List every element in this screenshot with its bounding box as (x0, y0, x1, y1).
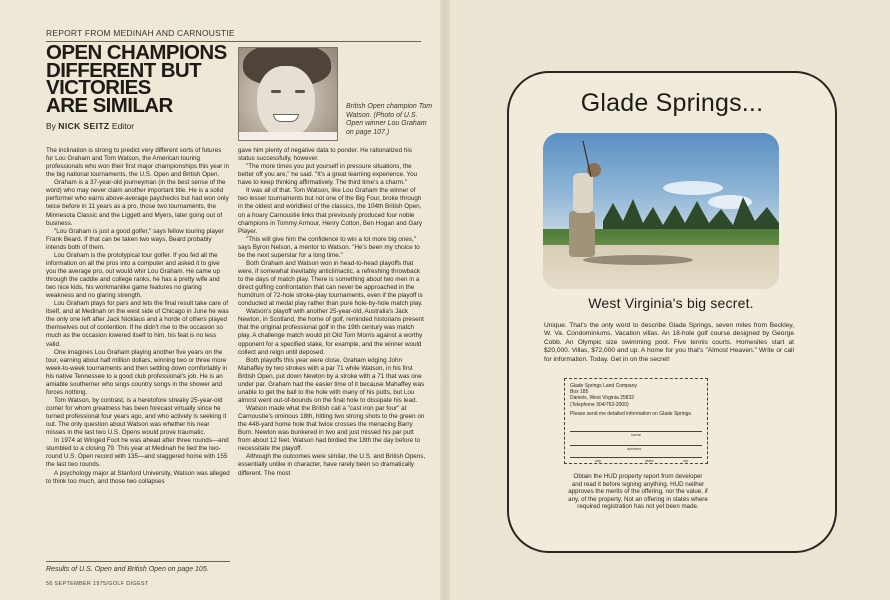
coupon-name-label: name (631, 432, 642, 437)
headline-line: ARE SIMILAR (46, 93, 173, 117)
photo-collar (239, 132, 338, 141)
photo-eye (295, 90, 305, 93)
section-header: REPORT FROM MEDINAH AND CARNOUSTIE (46, 28, 235, 38)
paragraph: It was all of that. Tom Watson, like Lou Graham the winner of two lesser tournaments but not one of the Big Four, broke through in the oldest and worldliest of the classics, the 104th British Open, on a hoary Carnoustie links that previously produced four noble champions in Tommy Armour, Henry Cotton, Ben Hogan and Gary Player. (238, 187, 422, 235)
headline-line: DIFFERENT BUT (46, 58, 202, 82)
paragraph: The inclination is strong to predict very different sorts of futures for Lou Graham and Tom Watson, the American touring professionals who won their first major championships this year in the big national tournaments, the U.S. Open and British Open. (46, 147, 230, 179)
paragraph: Although the outcomes were similar, the U.S. and British Opens, essentially unlike in character, have rarely been so dramatically different. The most (238, 453, 426, 477)
coupon-line: Box 185 (570, 389, 589, 396)
byline (46, 121, 134, 131)
paragraph: gave him plenty of negative data to ponder. He rationalized his status successfully, however. (238, 147, 412, 163)
paragraph: Both playoffs this year were close, Graham edging John Mahaffey by two strokes with a par 71 while Watson, in his first British Open, put down Newton by a stroke with a 71 that was one under par. Graham had the easier time of it because Mahaffey was unable to get the ball to the hole with many of his putts, but Lou almost went out-of-bounds on the final hole to dissipate his lead. (238, 356, 425, 404)
coupon-line: Glade Springs Land Company (570, 383, 637, 389)
ad-disclaimer: Obtain the HUD property report from developer and read it before signing anything. HUD neither approves the merits of the offering, nor the value, if any, of the property. Not an offering in states where required registration has not yet been made. (568, 473, 708, 511)
headline-line: OPEN CHAMPIONS (46, 41, 227, 64)
page-folio: 56 SEPTEMBER 1975/GOLF DIGEST (46, 581, 149, 587)
byline-prefix: By (46, 121, 56, 131)
paragraph: Watson made what the British call a "cast iron par four" at Carnoustie's ominous 18th, hitting two strong shots to the green on the 448-yard home hole that twice crosses the menacing Barry Burn. Newton was bunkered in two and just missed his par putt from about 12 feet. Watson had birdied the 18th the day before to necessitate the playoff. (238, 405, 425, 453)
byline-role: Editor (111, 121, 135, 131)
binding-gutter (440, 0, 450, 600)
coupon-state-label: state (645, 458, 654, 463)
results-rule (46, 561, 230, 562)
paragraph: "This will give him the confidence to win a lot more big ones," says Byron Nelson, a mentor to Watson. "He's been my choice to be the next superstar for a long time." (238, 235, 420, 259)
paragraph: A psychology major at Stanford University, Watson was alleged to think too much, and those two collapses (46, 469, 230, 485)
coupon-city-label: city (595, 458, 601, 463)
ad-golf-club (543, 133, 779, 289)
paragraph: Graham is a 37-year-old journeyman (in the best sense of the word) who may never claim another important title. He is a solid performer who earns above-average paychecks but had won only twice before in 11 years as a pro, those two tournaments, the Minnesota Classic and the Liggett and Myers, later going out of business. (46, 179, 229, 227)
coupon-line: (Telephone 304/763-2000) (570, 401, 629, 408)
paragraph: Tom Watson, by contrast, is a heretofore streaky 25-year-old comer for whom greatness has been forecast virtually since he turned professional four years ago, and who actively is seeking it out. The only question about Watson was whether his near misses in the last two U.S. Opens would prove traumatic. (46, 396, 227, 437)
ad-body: Unique. That's the only word to describe Glade Springs, seven miles from Beckley, W. Va. Condominiums. Vacation villas. An 18-hole golf course designed by George Cobb. An Olympic size swimming pool. Five tennis courts. Homesites start at $20,000. Villas, $72,000 and up. A home for you that's "Almost Heaven." Write or call for information. Today. Get in on the secret! (544, 322, 794, 363)
ad-coupon[interactable] (564, 378, 708, 464)
ad-tagline: West Virginia's big secret. (588, 295, 754, 311)
photo-face (257, 66, 315, 138)
byline-author: NICK SEITZ (58, 121, 110, 131)
paragraph: Lou Graham is the prototypical tour golfer. If you fed all the information on all the pros into a computer and asked it to give you the average pro, out would whir Lou Graham. He came up through the caddie and college ranks, he has a pretty wife and two nice kids, his workmanlike game features no glaring weakness and no glaring strength. (46, 251, 220, 300)
photo-caption: British Open champion Tom Watson. (Photo of U.S. Open winner Lou Graham on page 107.) (346, 103, 433, 136)
paragraph: "Lou Graham is just a good golfer," says fellow touring player Frank Beard. If that can be taken two ways, Beard probably intends both of them. (46, 227, 224, 251)
coupon-address-label: address (627, 446, 642, 451)
ad-title: Glade Springs... (580, 89, 764, 117)
photo-eye (271, 90, 281, 93)
coupon-zip-label: zip (683, 458, 689, 463)
photo-smile (273, 114, 299, 122)
tom-watson-photo (238, 47, 338, 141)
headline-line: VICTORIES (46, 76, 151, 99)
coupon-line: Daniels, West Virginia 25832 (570, 395, 635, 402)
paragraph: In 1974 at Winged Foot he was ahead after three rounds—and stumbled to a closing 79. This year at Medinah he tied the two-round U.S. Open record with 135—and staggered home with 155 the last two rounds. (46, 437, 229, 469)
coupon-request: Please send me detailed information on Glade Springs. (570, 410, 693, 417)
paragraph: Both Graham and Watson won in head-to-head playoffs that were, if somewhat inevitably anticlimactic, a refreshing throwback to the days of match play. There is something about two men in a direct golfing confrontation that can never be approached in the humdrum of 72-hole stroke-play tournaments, even if the playoff is conducted at medal play rather than pure hole-by-hole match play. (238, 259, 423, 308)
paragraph: Lou Graham plays for pars and lets the final result take care of itself, and at Medinah on the west side of Chicago in June he was the only one left after Jack Nicklaus and a horde of others played themselves out of contention. If he didn't rise to the occasion so much as the occasion lowered itself to him, his feat is no less valid. (46, 300, 229, 348)
article-column-2 (238, 147, 426, 478)
ad-golfer-photo (543, 133, 779, 289)
paragraph: "The more times you put yourself in pressure situations, the better off you are," he said. "It's a great learning experience. You have to keep thinking affirmatively. The third time's a charm." (238, 163, 418, 187)
results-note: Results of U.S. Open and British Open on page 105. (46, 566, 209, 573)
headline (46, 41, 236, 117)
paragraph: One imagines Lou Graham playing another five years on the tour, earning about half million dollars, winning two or three more week-to-week tournaments and then settling down comfortably in his native Tennessee to a good club professional's job. He is an amiable southerner who sings country songs in the shower and forces nothing. (46, 348, 228, 396)
paragraph: Watson's playoff with another 25-year-old, Australia's Jack Newton, in Scotland, the home of golf, reminded historians present that the original professional golf in the 19th century was match play. A challenge match would pit Old Tom Morris against a worthy opponent for a specified stake, for example, and the winner would collect and reign until deposed. (238, 308, 424, 356)
article-column-1 (46, 147, 230, 486)
